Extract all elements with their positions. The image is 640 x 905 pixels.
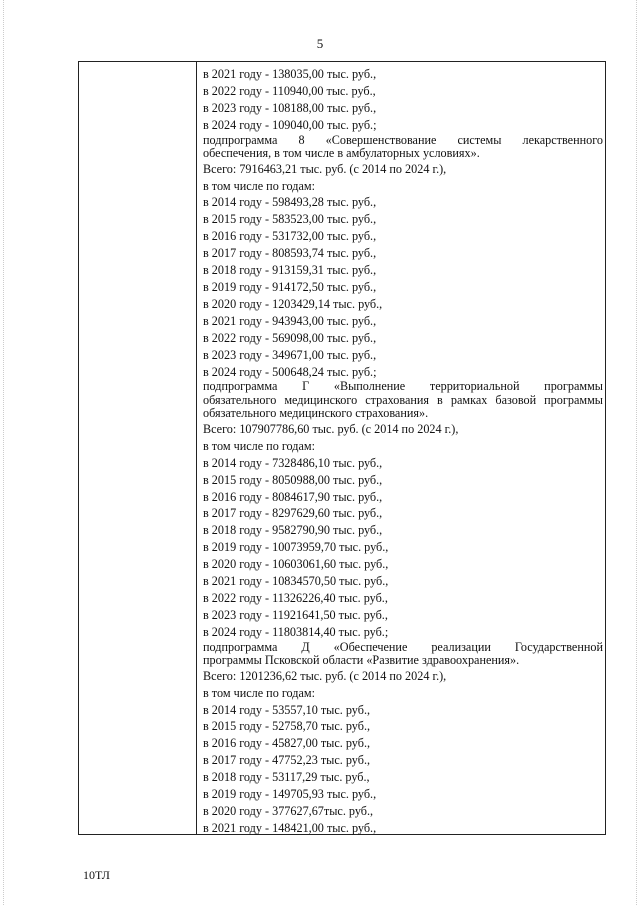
footer-code: 10ТЛ [83,868,110,882]
funding-line: в 2019 году - 149705,93 тыс. руб., [203,787,377,802]
funding-line: в 2022 году - 569098,00 тыс. руб., [203,330,377,345]
funding-line: в 2018 году - 53117,29 тыс. руб., [203,770,370,785]
subprogram-title-row: подпрограмма Д «Обеспечение реализации Государственной [203,639,603,654]
page-number: 5 [316,36,324,51]
subprogram-title-row: обеспечения, в том числе в амбулаторных условиях». [203,146,480,161]
subprogram-title-row: подпрограмма Г «Выполнение территориальной программы [203,379,603,394]
table-column-divider [196,62,197,834]
funding-line: в 2021 году - 10834570,50 тыс. руб., [203,574,389,589]
funding-line: в 2019 году - 914172,50 тыс. руб., [203,279,377,294]
subprogram-title-row: обязательного медицинского страхования». [203,406,429,421]
funding-line: в 2017 году - 47752,23 тыс. руб., [203,753,371,768]
funding-line: в 2023 году - 349671,00 тыс. руб., [203,347,377,362]
funding-line: в 2014 году - 53557,10 тыс. руб., [203,702,371,717]
funding-line: в 2016 году - 8084617,90 тыс. руб., [203,489,383,504]
funding-line: в 2020 году - 377627,67тыс. руб., [203,803,374,818]
funding-line: в 2020 году - 1203429,14 тыс. руб., [203,296,383,311]
funding-line: в 2022 году - 110940,00 тыс. руб., [203,83,376,98]
funding-line: в 2014 году - 7328486,10 тыс. руб., [203,455,383,470]
funding-line: в 2020 году - 10603061,60 тыс. руб., [203,557,389,572]
funding-line: в 2016 году - 45827,00 тыс. руб., [203,736,371,751]
scan-edge-right [636,0,638,905]
subprogram-title [203,134,603,161]
table-content-cell [203,66,603,837]
funding-line: Всего: 107907786,60 тыс. руб. (с 2014 по 2024 г.), [203,421,459,436]
funding-line: в 2016 году - 531732,00 тыс. руб., [203,229,377,244]
funding-line: в том числе по годам: [203,178,315,193]
funding-line: в 2022 году - 11326226,40 тыс. руб., [203,590,388,605]
funding-line: в 2018 году - 9582790,90 тыс. руб., [203,523,383,538]
funding-line: в 2024 году - 500648,24 тыс. руб.; [203,364,377,379]
funding-line: в 2015 году - 583523,00 тыс. руб., [203,212,377,227]
funding-line: в 2024 году - 109040,00 тыс. руб.; [203,117,377,132]
funding-line: Всего: 1201236,62 тыс. руб. (с 2014 по 2024 г.), [203,668,447,683]
funding-line: в 2023 году - 11921641,50 тыс. руб., [203,607,388,622]
funding-line: в 2021 году - 138035,00 тыс. руб., [203,67,377,81]
funding-line: в 2017 году - 808593,74 тыс. руб., [203,246,377,261]
document-table [78,61,606,835]
funding-line: в 2018 году - 913159,31 тыс. руб., [203,263,377,278]
funding-line: в 2015 году - 8050988,00 тыс. руб., [203,472,383,487]
funding-line: в том числе по годам: [203,438,315,453]
subprogram-title [203,380,603,421]
subprogram-title-row: обязательного медицинского страхования в рамках базовой программы [203,392,603,407]
funding-line: в 2023 году - 108188,00 тыс. руб., [203,100,377,115]
funding-line: в том числе по годам: [203,685,315,700]
subprogram-title [203,641,603,668]
funding-line: Всего: 7916463,21 тыс. руб. (с 2014 по 2024 г.), [203,161,447,176]
funding-line: в 2019 году - 10073959,70 тыс. руб., [203,540,389,555]
scan-edge-left [3,0,5,905]
funding-line: в 2021 году - 148421,00 тыс. руб., [203,820,377,835]
funding-line: в 2017 году - 8297629,60 тыс. руб., [203,506,383,521]
subprogram-title-row: программы Псковской области «Развитие здравоохранения». [203,653,520,668]
funding-line: в 2014 году - 598493,28 тыс. руб., [203,195,377,210]
funding-line: в 2021 году - 943943,00 тыс. руб., [203,313,377,328]
funding-line: в 2015 году - 52758,70 тыс. руб., [203,719,371,734]
funding-line: в 2024 году - 11803814,40 тыс. руб.; [203,624,389,639]
subprogram-title-row: подпрограмма 8 «Совершенствование системы лекарственного [203,132,603,147]
